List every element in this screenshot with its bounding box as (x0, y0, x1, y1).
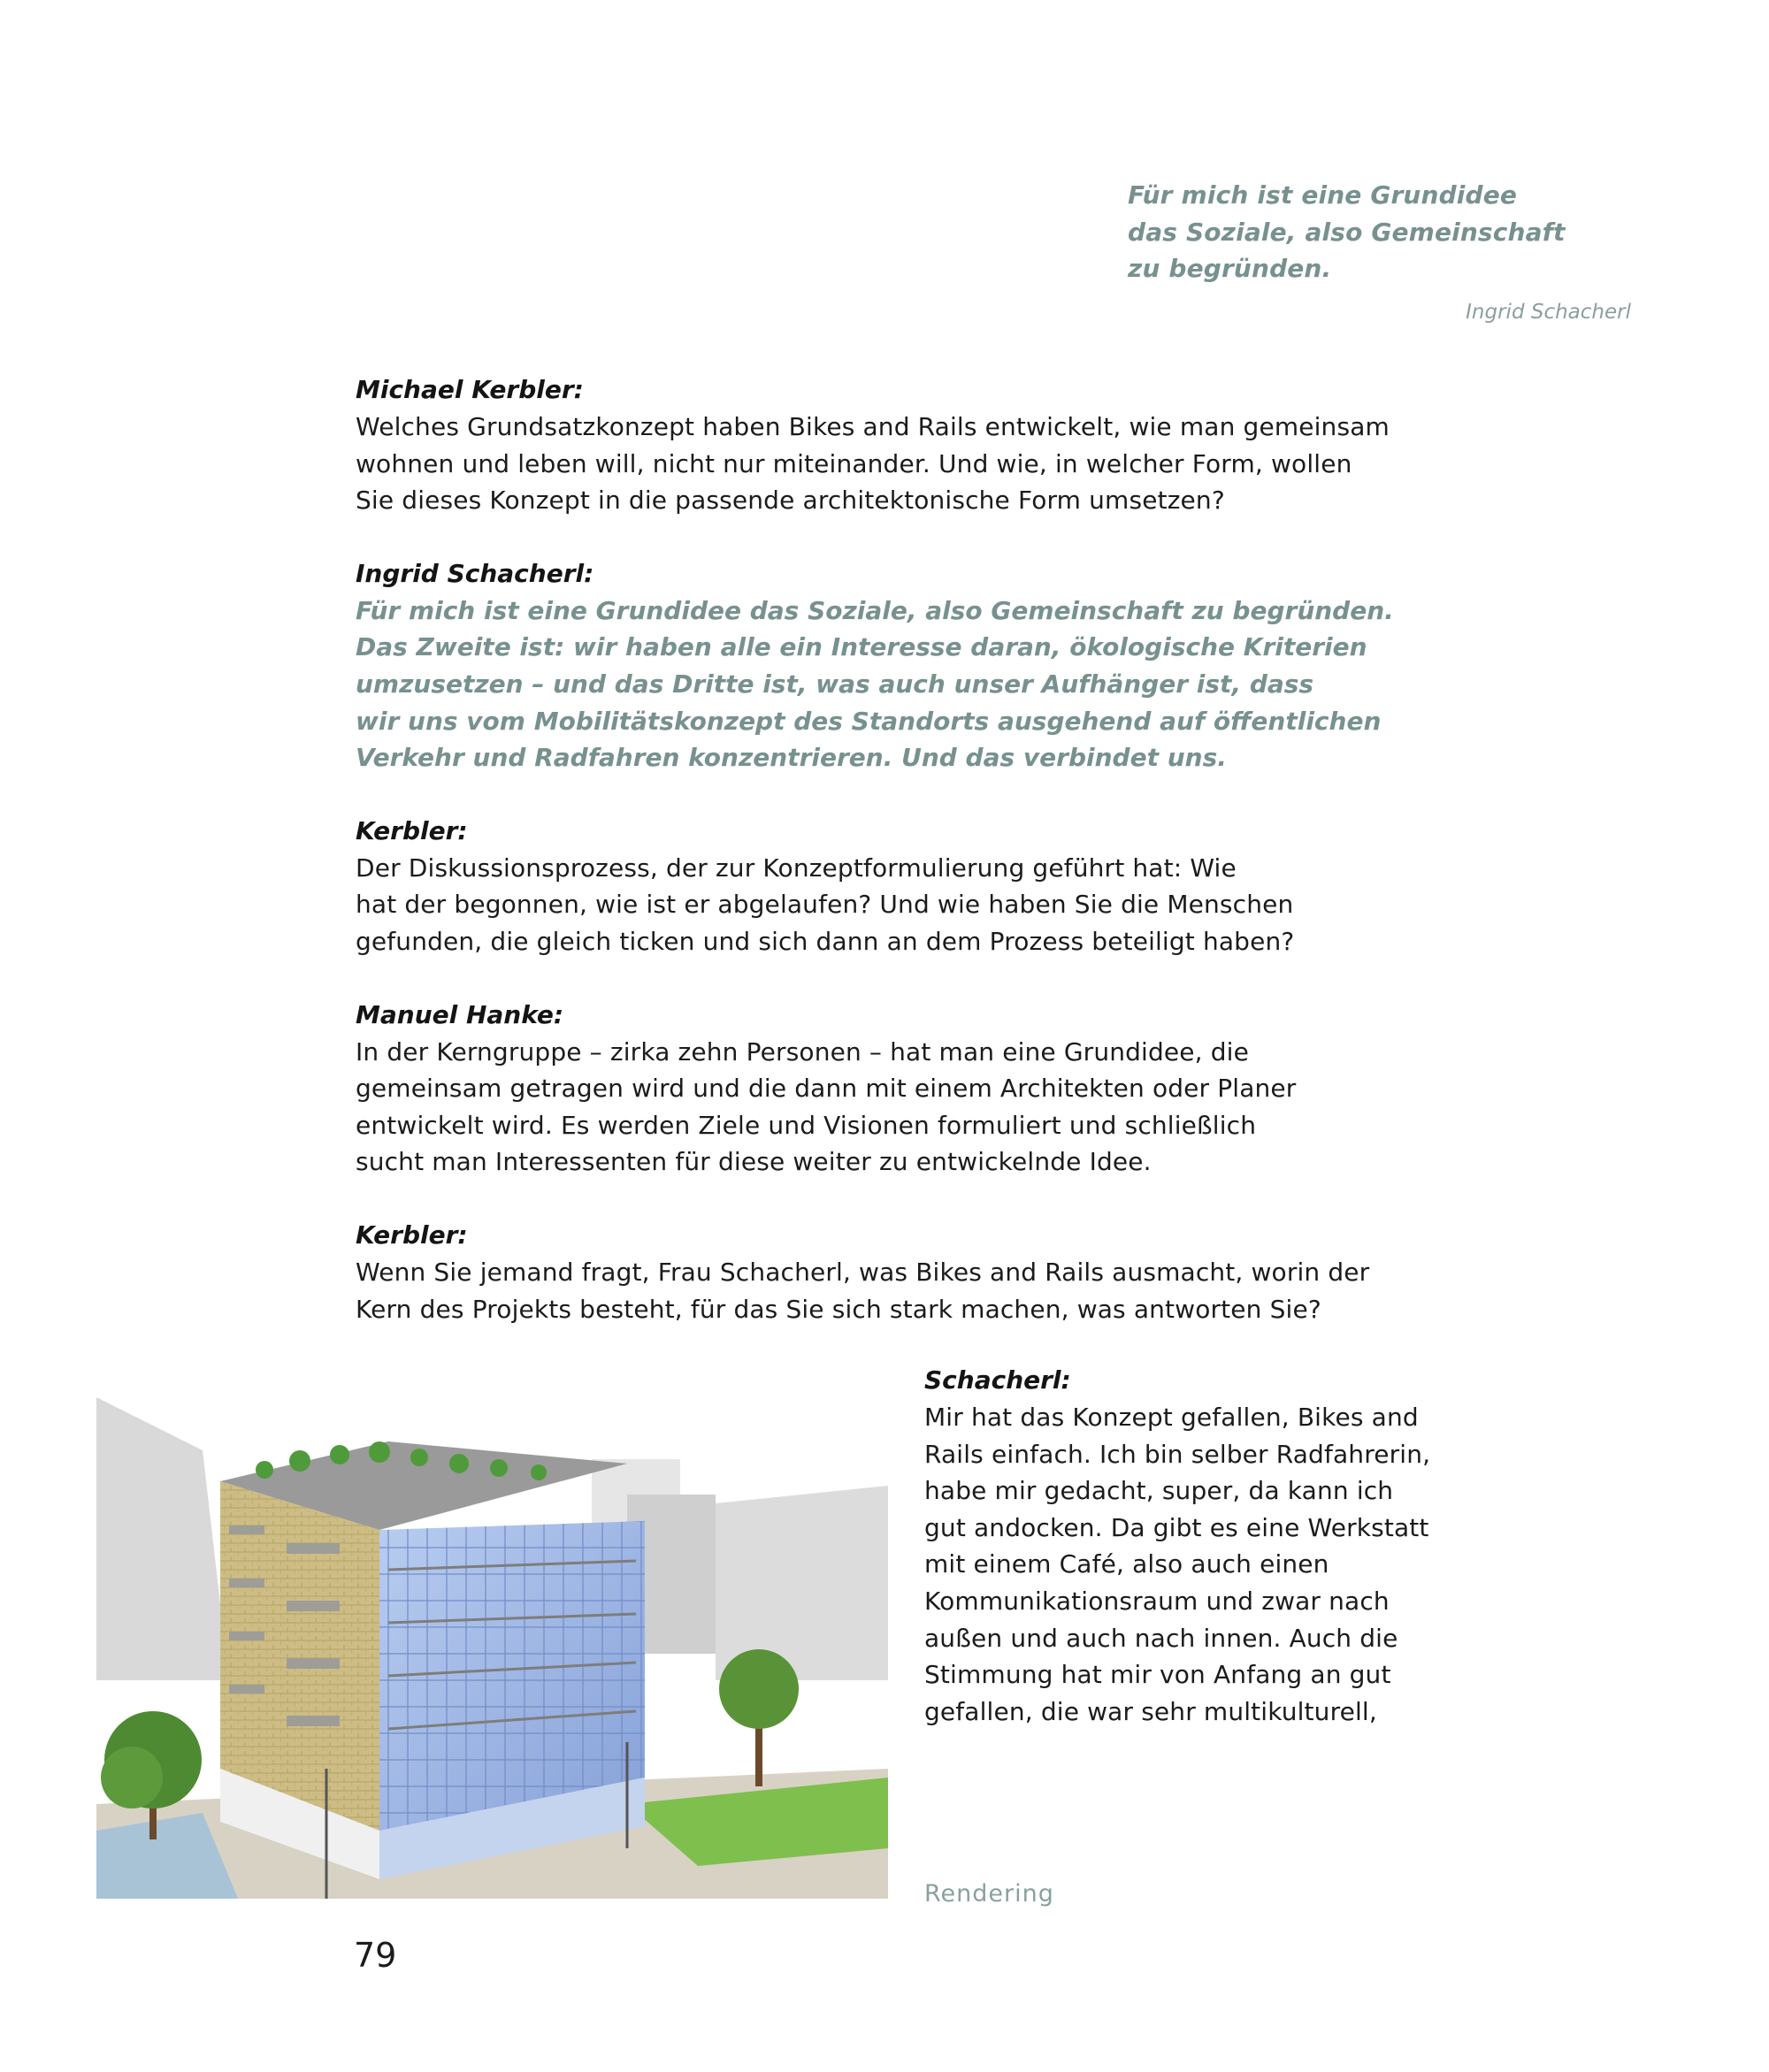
image-caption: Rendering (924, 1880, 1054, 1908)
dialog-line: gut andocken. Da gibt es eine Werkstatt (924, 1512, 1429, 1542)
dialog-block-kerbler-3 (356, 1217, 1470, 1327)
pull-quote-attribution: Ingrid Schacherl (1466, 301, 1631, 324)
speaker-name: Michael Kerbler: (356, 375, 584, 404)
dialog-line: mit einem Café, also auch einen (924, 1549, 1329, 1579)
interview-dialog (356, 371, 1470, 1364)
pull-quote-line: Für mich ist eine Grundidee (1128, 180, 1518, 210)
dialog-line: gemeinsam getragen wird und die dann mit einem Architekten oder Planer (356, 1074, 1297, 1104)
dialog-line: wohnen und leben will, nicht nur miteinander. Und wie, in welcher Form, wollen (356, 448, 1352, 478)
dialog-line: Sie dieses Konzept in die passende architektonische Form umsetzen? (356, 486, 1225, 516)
speaker-name: Kerbler: (356, 1219, 468, 1250)
dialog-line: Kommunikationsraum und zwar nach (924, 1586, 1390, 1616)
pull-quote (1128, 177, 1658, 287)
speaker-name: Manuel Hanke: (356, 999, 564, 1029)
dialog-line: Wenn Sie jemand fragt, Frau Schacherl, was Bikes and Rails ausmacht, worin der (356, 1257, 1370, 1287)
pull-quote-line: das Soziale, also Gemeinschaft (1128, 217, 1566, 247)
speaker-name: Kerbler: (356, 815, 468, 845)
dialog-line: Rails einfach. Ich bin selber Radfahrerin, (924, 1439, 1431, 1469)
dialog-block-schacherl-2 (924, 1362, 1455, 1730)
dialog-line: sucht man Interessenten für diese weiter zu entwickelnde Idee. (356, 1147, 1152, 1177)
dialog-line: gefallen, die war sehr multikulturell, (924, 1696, 1377, 1726)
dialog-line: Der Diskussionsprozess, der zur Konzeptformulierung geführt hat: Wie (356, 853, 1237, 883)
dialog-line: entwickelt wird. Es werden Ziele und Visionen formuliert und schließlich (356, 1110, 1257, 1140)
dialog-line: umzusetzen – und das Dritte ist, was auch unser Aufhänger ist, dass (356, 669, 1314, 699)
dialog-line: hat der begonnen, wie ist er abgelaufen? Und wie haben Sie die Menschen (356, 890, 1294, 920)
dialog-block-hanke (356, 997, 1470, 1181)
page-number: 79 (354, 1936, 397, 1975)
dialog-line: Für mich ist eine Grundidee das Soziale, also Gemeinschaft zu begründen. (356, 595, 1394, 625)
dialog-block-schacherl-1 (356, 555, 1470, 776)
dialog-line: Stimmung hat mir von Anfang an gut (924, 1660, 1391, 1690)
speaker-name: Schacherl: (924, 1365, 1071, 1395)
building-rendering-image (96, 1388, 888, 1899)
dialog-block-kerbler-1 (356, 371, 1470, 519)
dialog-line: außen und auch nach innen. Auch die (924, 1623, 1398, 1653)
dialog-line: wir uns vom Mobilitätskonzept des Standorts ausgehend auf öffentlichen (356, 706, 1382, 736)
dialog-line: Kern des Projekts besteht, für das Sie sich stark machen, was antworten Sie? (356, 1294, 1321, 1324)
dialog-line: Verkehr und Radfahren konzentrieren. Und das verbindet uns. (356, 743, 1227, 773)
dialog-line: In der Kerngruppe – zirka zehn Personen – hat man eine Grundidee, die (356, 1036, 1249, 1067)
dialog-block-kerbler-2 (356, 813, 1470, 960)
speaker-name: Ingrid Schacherl: (356, 558, 594, 588)
dialog-line: gefunden, die gleich ticken und sich dann an dem Prozess beteiligt haben? (356, 926, 1295, 956)
dialog-line: Mir hat das Konzept gefallen, Bikes and (924, 1403, 1419, 1432)
pull-quote-line: zu begründen. (1128, 254, 1332, 284)
dialog-line: Welches Grundsatzkonzept haben Bikes and Rails entwickelt, wie man gemeinsam (356, 412, 1390, 441)
dialog-line: habe mir gedacht, super, da kann ich (924, 1476, 1394, 1506)
dialog-line: Das Zweite ist: wir haben alle ein Interesse daran, ökologische Kriterien (356, 632, 1367, 662)
